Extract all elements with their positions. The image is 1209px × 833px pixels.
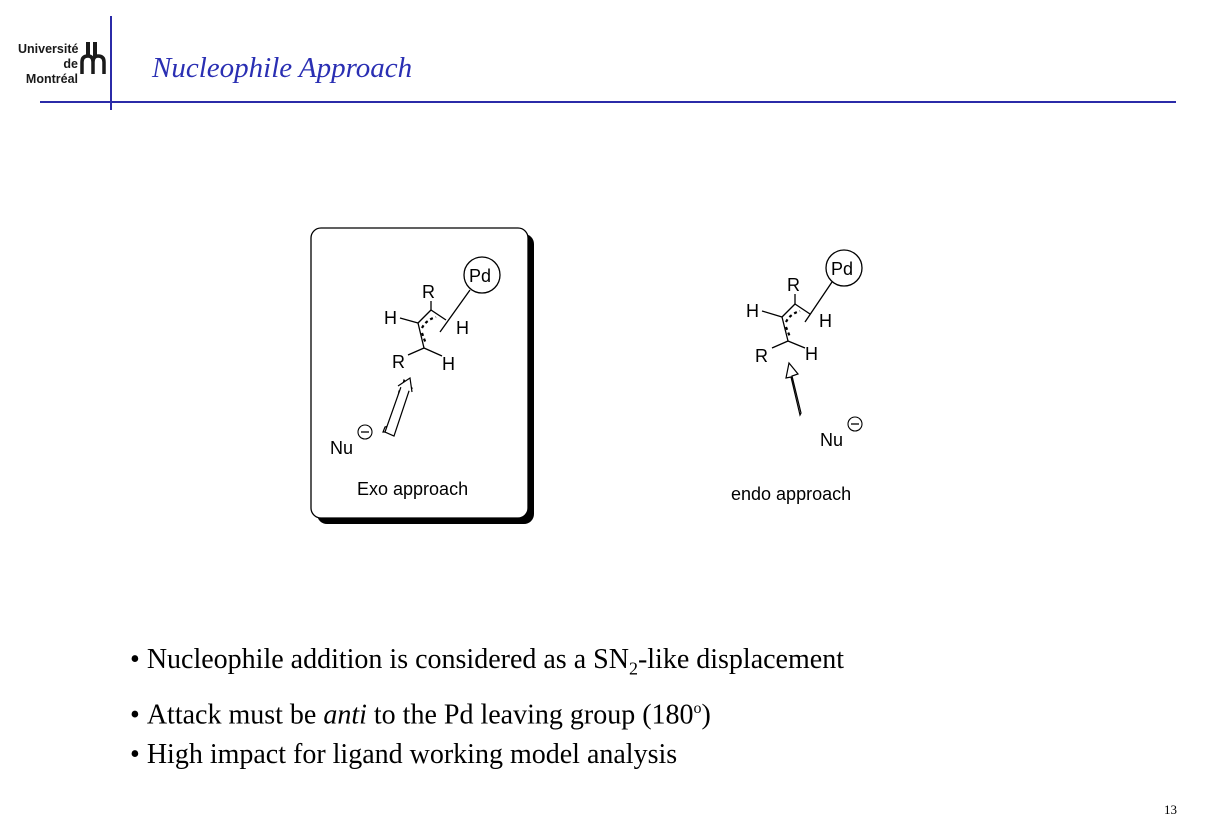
exo-r-bottom: R	[392, 352, 405, 372]
endo-r-bottom: R	[755, 346, 768, 366]
header-vertical-rule	[110, 16, 112, 110]
exo-h-bottom: H	[442, 354, 455, 374]
bullet-3: • High impact for ligand working model analysis	[130, 738, 678, 770]
exo-h-right: H	[456, 318, 469, 338]
endo-r-top: R	[787, 275, 800, 295]
bullet-1-text-end: -like displacement	[637, 644, 844, 675]
bullet-2-superscript: o	[693, 699, 702, 717]
logo-text	[18, 42, 78, 87]
bullet-1: • Nucleophile addition is considered as a $SN_2$-like displacement	[130, 644, 844, 679]
bullet-2: • Attack must be anti to the Pd leaving group (180$^o$)	[130, 698, 711, 730]
endo-molecule	[731, 250, 862, 504]
reaction-scheme	[300, 220, 900, 530]
endo-h-right: H	[819, 311, 832, 331]
exo-caption: Exo approach	[357, 479, 469, 499]
bullet-2-text-mid: to the Pd leaving group (180	[366, 698, 694, 730]
bullet-1-subscript: 2	[628, 658, 638, 679]
slide-title: Nucleophile Approach	[152, 52, 413, 84]
bullet-list	[130, 640, 844, 775]
endo-pd-label: Pd	[831, 259, 854, 279]
bullet-2-text: Attack must be	[146, 698, 324, 730]
logo-mark-icon	[80, 40, 108, 76]
bullet-2-italic: anti	[323, 698, 367, 730]
endo-h-left: H	[746, 301, 759, 321]
bullet-1-text: Nucleophile addition is considered as a SN	[146, 644, 629, 675]
endo-nu-label: Nu	[820, 430, 844, 450]
exo-r-top: R	[422, 282, 435, 302]
bullet-3-text: High impact for ligand working model analysis	[146, 738, 678, 770]
university-logo	[18, 40, 110, 84]
exo-pd-label: Pd	[469, 266, 492, 286]
bullet-2-text-end: )	[701, 698, 711, 730]
endo-h-bottom: H	[805, 344, 818, 364]
logo-line-1: Université	[18, 42, 79, 56]
header-horizontal-rule	[40, 101, 1176, 103]
endo-caption: endo approach	[731, 484, 852, 504]
exo-nu-label: Nu	[330, 438, 354, 458]
exo-h-left: H	[384, 308, 397, 328]
page-number: 13	[1164, 802, 1177, 817]
logo-line-2: de Montréal	[25, 57, 78, 86]
